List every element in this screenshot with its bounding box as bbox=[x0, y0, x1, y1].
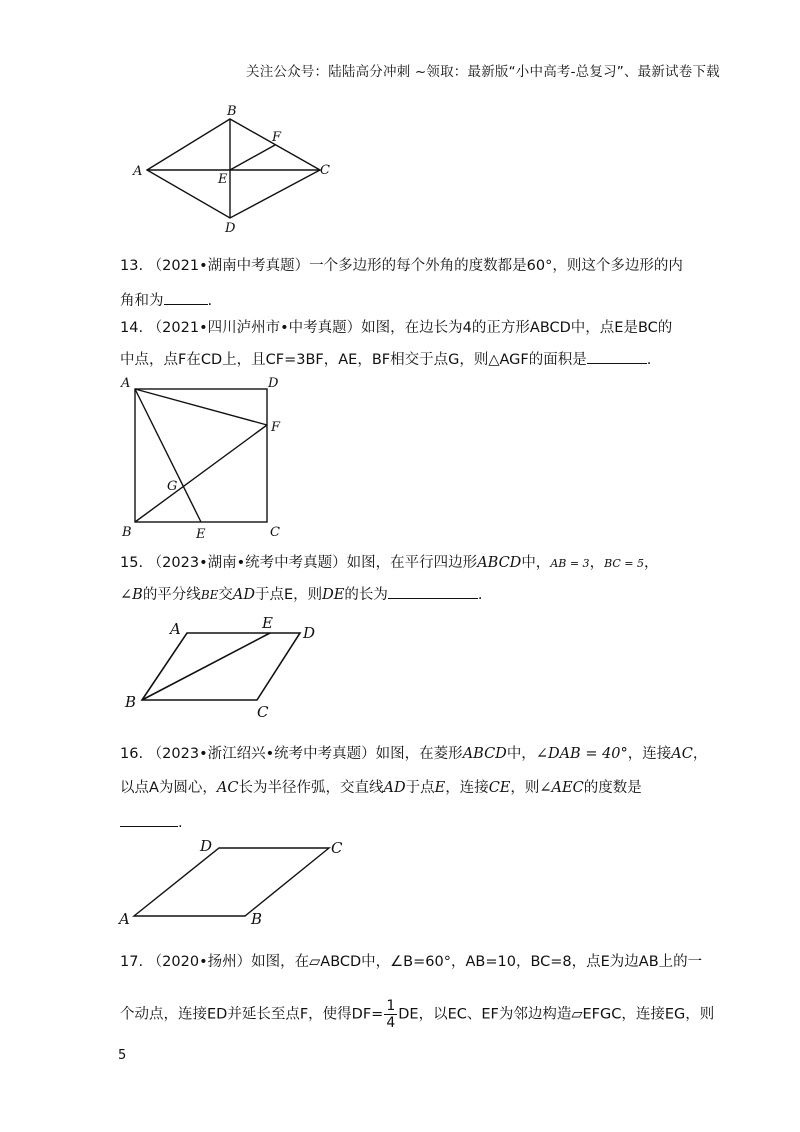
label-F: F bbox=[271, 420, 281, 435]
question-16-text: 中， bbox=[506, 746, 536, 762]
question-15-text: 交 bbox=[218, 587, 233, 603]
question-16-text: ，连接 bbox=[627, 746, 672, 762]
label-D: D bbox=[200, 837, 213, 855]
question-16-text: ，连接 bbox=[445, 780, 489, 796]
label-D: D bbox=[268, 376, 279, 391]
math-DE: DE bbox=[322, 587, 345, 603]
math-CE: CE bbox=[488, 780, 511, 796]
figure-parallelogram-15-svg bbox=[120, 615, 340, 725]
label-C: C bbox=[257, 703, 269, 721]
figure-rhombus-16 bbox=[116, 832, 356, 932]
question-15-text: 的平分线 bbox=[142, 587, 201, 603]
question-15-text: 15. （2023•湖南•统考中考真题）如图，在平行四边形 bbox=[120, 555, 478, 571]
math-angle-DAB: ∠DAB = 40° bbox=[535, 746, 628, 762]
math-BC: BC = 5 bbox=[604, 557, 644, 570]
math-AC: AC bbox=[671, 746, 693, 762]
question-16-line-2 bbox=[120, 778, 707, 798]
question-16-text: ， bbox=[692, 746, 708, 762]
figure-square-14-svg bbox=[118, 372, 298, 547]
math-angle-B: ∠B bbox=[120, 587, 143, 603]
question-13-text: 角和为 bbox=[120, 293, 164, 309]
label-C: C bbox=[331, 839, 343, 857]
question-15-line-2 bbox=[120, 584, 658, 605]
question-14-line-1: 14. （2021•四川泸州市•中考真题）如图，在边长为4的正方形ABCD中，点E是BC的 bbox=[120, 320, 673, 336]
label-B: B bbox=[125, 693, 137, 711]
question-15-text: 的长为 bbox=[344, 587, 388, 603]
label-G: G bbox=[167, 479, 178, 494]
math-ABCD: ABCD bbox=[477, 555, 522, 571]
label-C: C bbox=[320, 163, 330, 178]
question-16-text: ，则 bbox=[510, 780, 540, 796]
question-15-text: ， bbox=[643, 555, 659, 571]
question-15-line-1 bbox=[120, 553, 658, 574]
answer-blank bbox=[164, 290, 208, 305]
label-C: C bbox=[270, 525, 280, 540]
question-14-line-2 bbox=[120, 349, 672, 370]
math-BE: BE bbox=[200, 588, 219, 602]
question-16 bbox=[120, 744, 707, 833]
question-15-period: . bbox=[477, 587, 483, 603]
question-14-period: . bbox=[646, 352, 652, 368]
question-17-text: DE，以EC、EF为邻边构造▱EFGC，连接EG，则 bbox=[398, 1006, 715, 1023]
answer-blank bbox=[388, 584, 478, 599]
math-AD: AD bbox=[232, 587, 255, 603]
label-B: B bbox=[251, 910, 263, 928]
figure-square-14 bbox=[118, 372, 298, 547]
question-13 bbox=[120, 256, 683, 311]
question-16-line-1 bbox=[120, 744, 707, 764]
answer-blank bbox=[120, 812, 178, 827]
math-AC: AC bbox=[216, 780, 239, 796]
figure-parallelogram-15 bbox=[120, 615, 340, 725]
question-15-text: ， bbox=[589, 555, 605, 571]
math-angle-AEC: ∠AEC bbox=[539, 780, 584, 796]
question-15-text: 于点E，则 bbox=[255, 587, 323, 603]
question-15 bbox=[120, 553, 658, 605]
fraction-numerator: 1 bbox=[386, 998, 396, 1014]
label-D: D bbox=[303, 624, 316, 642]
label-A: A bbox=[121, 376, 131, 391]
question-17-text: 个动点，连接ED并延长至点F，使得DF= bbox=[120, 1006, 384, 1023]
question-17-line-2 bbox=[120, 998, 714, 1031]
question-16-text: 于点 bbox=[405, 780, 435, 796]
math-AD: AD bbox=[383, 780, 406, 796]
question-16-text: 16. （2023•浙江绍兴•统考中考真题）如图，在菱形 bbox=[120, 746, 463, 762]
question-13-line-1: 13. （2021•湖南中考真题）一个多边形的每个外角的度数都是60°，则这个多边形的内 bbox=[120, 258, 683, 274]
fraction-denominator: 4 bbox=[386, 1015, 396, 1031]
question-17-line-1: 17. （2020•扬州）如图，在▱ABCD中，∠B=60°，AB=10，BC=8，点E为边AB上的一 bbox=[120, 954, 703, 970]
answer-blank bbox=[587, 349, 647, 364]
question-13-line-2 bbox=[120, 290, 683, 311]
label-B: B bbox=[227, 104, 237, 119]
question-13-period: . bbox=[207, 293, 213, 309]
label-A: A bbox=[119, 910, 130, 928]
question-14-text: 中点，点F在CD上，且CF=3BF，AE，BF相交于点G，则△AGF的面积是 bbox=[120, 352, 587, 368]
math-ABCD: ABCD bbox=[462, 746, 507, 762]
math-E: E bbox=[434, 780, 446, 796]
page-header: 关注公众号：陆陆高分冲刺 ~领取：最新版“小中高考-总复习”、最新试卷下载 bbox=[246, 64, 720, 80]
question-16-text: 以点A为圆心， bbox=[120, 780, 217, 796]
question-15-text: 中， bbox=[521, 555, 551, 571]
question-17 bbox=[120, 952, 714, 1031]
question-16-text: 长为半径作弧，交直线 bbox=[238, 780, 384, 796]
label-B: B bbox=[122, 525, 132, 540]
figure-rhombus-16-svg bbox=[116, 832, 356, 932]
label-E: E bbox=[196, 527, 206, 542]
question-16-line-3 bbox=[120, 812, 707, 833]
page-number: 5 bbox=[118, 1048, 127, 1063]
math-AB: AB = 3 bbox=[550, 557, 590, 570]
fraction bbox=[384, 998, 397, 1031]
label-A: A bbox=[133, 164, 143, 179]
question-14 bbox=[120, 318, 672, 370]
question-16-period: . bbox=[178, 815, 183, 831]
label-A: A bbox=[170, 620, 181, 638]
label-E: E bbox=[218, 172, 228, 187]
label-F: F bbox=[272, 130, 282, 145]
question-16-text: 的度数是 bbox=[583, 780, 642, 796]
label-D: D bbox=[225, 221, 236, 236]
label-E: E bbox=[262, 614, 273, 632]
figure-rhombus-13 bbox=[130, 105, 340, 235]
figure-rhombus-13-svg bbox=[130, 105, 340, 235]
